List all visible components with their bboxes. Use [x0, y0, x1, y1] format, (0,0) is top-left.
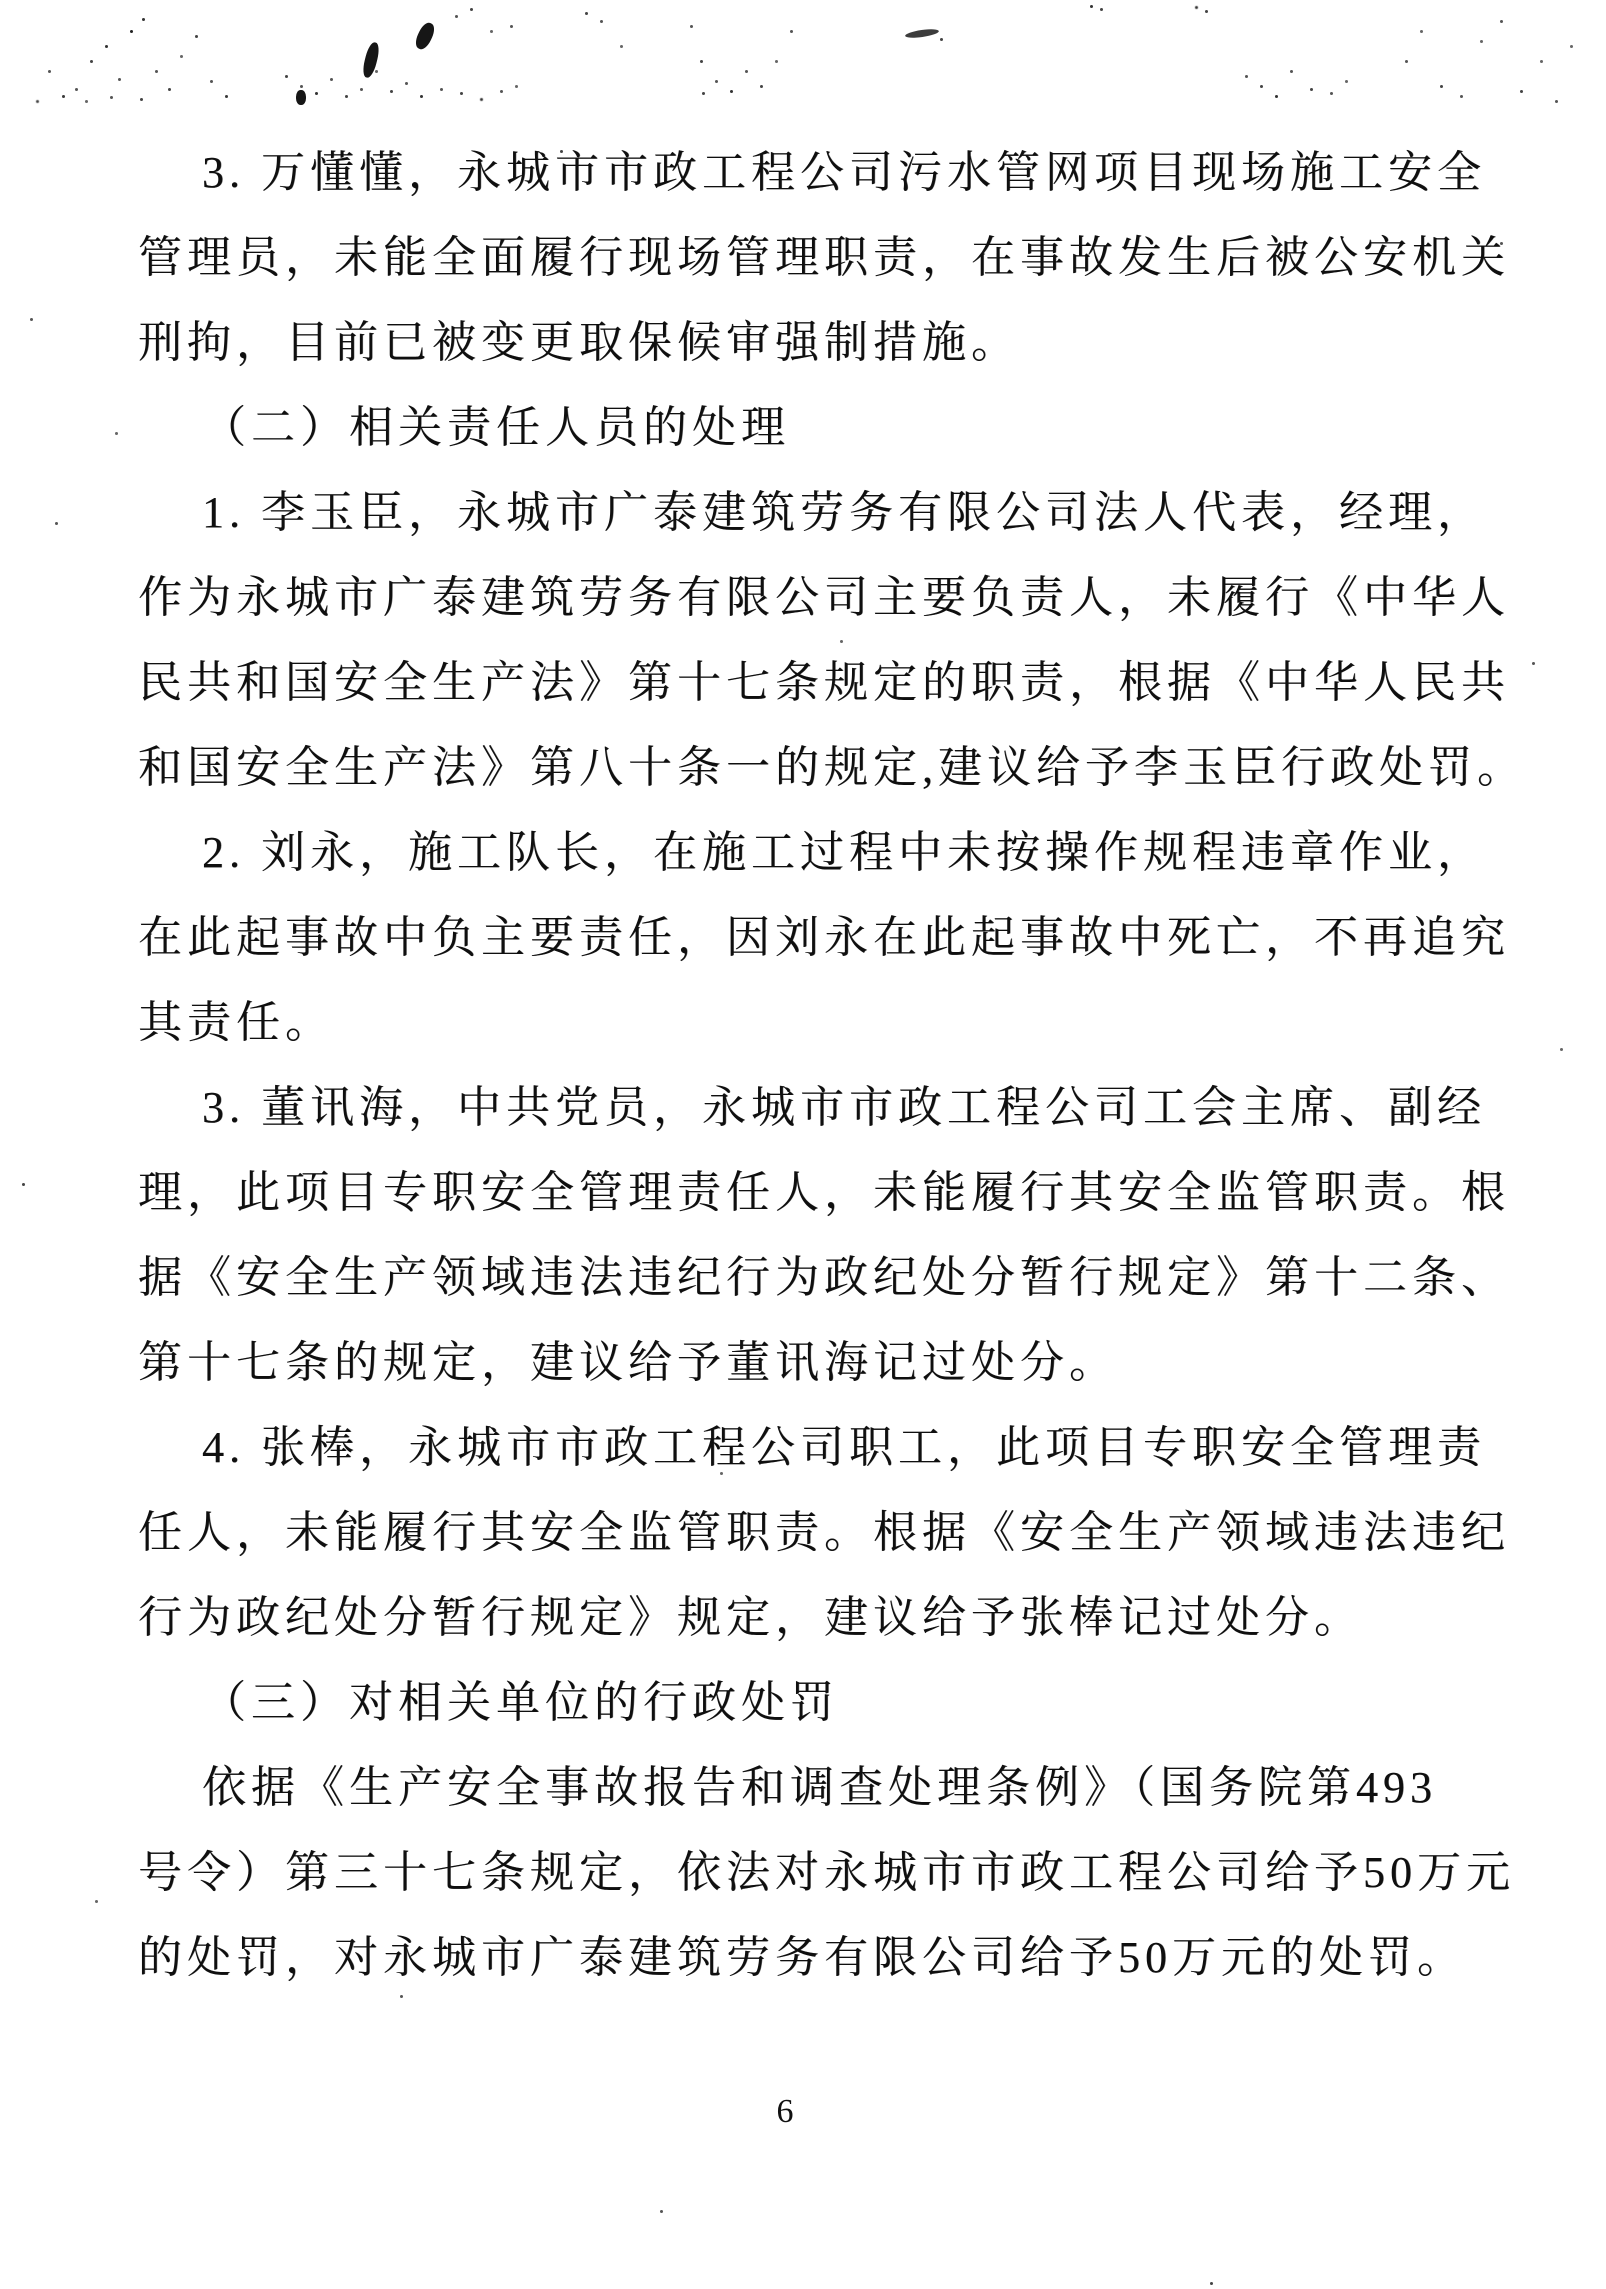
- ink-smudge: [361, 41, 381, 79]
- section-heading-3: （三）对相关单位的行政处罚: [202, 1678, 839, 1727]
- document-line: 的处罚，对永城市广泰建筑劳务有限公司给予50万元的处罚。: [138, 1933, 1466, 1982]
- document-line: 任人，未能履行其安全监管职责。根据《安全生产领域违法违纪: [138, 1508, 1510, 1557]
- document-line: 1. 李玉臣，永城市广泰建筑劳务有限公司法人代表，经理，: [202, 488, 1486, 537]
- document-line: 依据《生产安全事故报告和调查处理条例》（国务院第493: [202, 1763, 1437, 1812]
- document-line: 号令）第三十七条规定，依法对永城市市政工程公司给予50万元: [138, 1848, 1515, 1897]
- document-line: 刑拘，目前已被变更取保候审强制措施。: [138, 318, 1020, 367]
- scan-noise-margins: [0, 0, 3, 3]
- page-number: 6: [776, 2093, 794, 2130]
- document-line: 3. 万懂懂，永城市市政工程公司污水管网项目现场施工安全: [202, 148, 1486, 197]
- section-heading-2: （二）相关责任人员的处理: [202, 403, 790, 452]
- document-line: 和国安全生产法》第八十条一的规定,建议给予李玉臣行政处罚。: [138, 743, 1526, 792]
- document-line: 民共和国安全生产法》第十七条规定的职责，根据《中华人民共: [138, 658, 1510, 707]
- document-line: 理，此项目专职安全管理责任人，未能履行其安全监管职责。根: [138, 1168, 1510, 1217]
- document-line: 作为永城市广泰建筑劳务有限公司主要负责人，未履行《中华人: [138, 573, 1510, 622]
- document-line: 其责任。: [138, 998, 334, 1047]
- ink-smudge: [413, 20, 438, 51]
- document-line: 第十七条的规定，建议给予董讯海记过处分。: [138, 1338, 1118, 1387]
- document-line: 2. 刘永，施工队长，在施工过程中未按操作规程违章作业，: [202, 828, 1486, 877]
- document-line: 4. 张棒，永城市市政工程公司职工，此项目专职安全管理责: [202, 1423, 1486, 1472]
- document-line: 管理员，未能全面履行现场管理职责，在事故发生后被公安机关: [138, 233, 1510, 282]
- document-line: 在此起事故中负主要责任，因刘永在此起事故中死亡，不再追究: [138, 913, 1510, 962]
- ink-smudge: [905, 28, 940, 40]
- ink-smudge: [296, 90, 306, 105]
- document-line: 3. 董讯海，中共党员，永城市市政工程公司工会主席、副经: [202, 1083, 1486, 1132]
- document-line: 据《安全生产领域违法违纪行为政纪处分暂行规定》第十二条、: [138, 1253, 1510, 1302]
- document-line: 行为政纪处分暂行规定》规定，建议给予张棒记过处分。: [138, 1593, 1363, 1642]
- document-body: [138, 130, 1526, 2000]
